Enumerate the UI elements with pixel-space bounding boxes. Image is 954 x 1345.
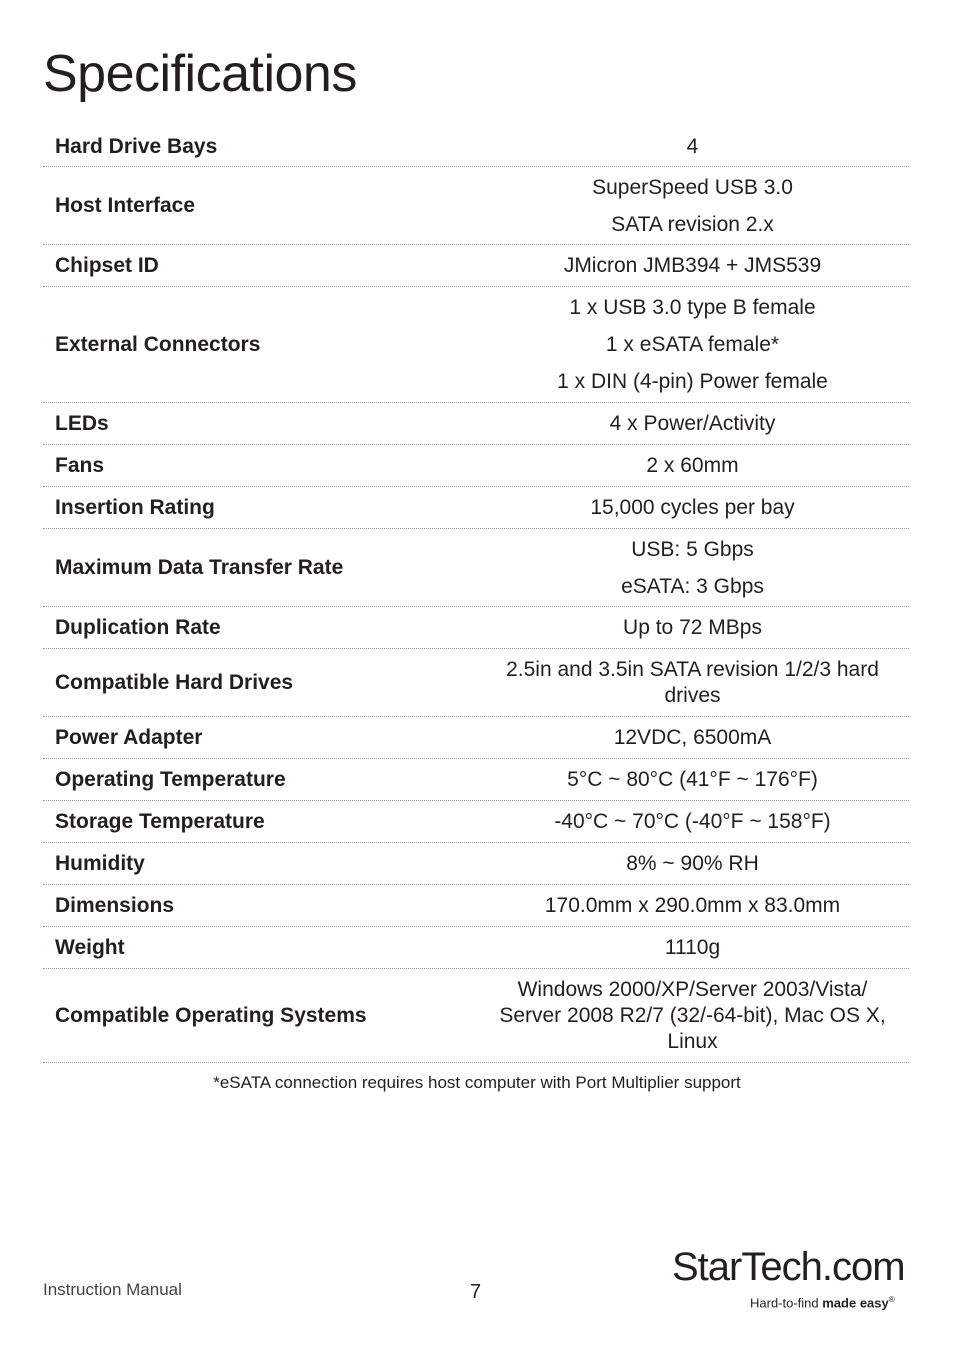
logo-wordmark [672,1245,905,1290]
spec-value [476,887,909,924]
spec-value-line: SATA revision 2.x [611,212,774,236]
spec-value-line: 8% ~ 90% RH [626,852,759,875]
spec-label: External Connectors [55,332,261,356]
spec-value-line: 1 x DIN (4-pin) Power female [557,370,828,393]
spec-value [476,489,909,526]
spec-row [43,445,909,487]
spec-row [43,801,909,843]
spec-value-line: 170.0mm x 290.0mm x 83.0mm [544,894,841,917]
spec-label: Hard Drive Bays [55,134,218,158]
spec-value [476,719,909,756]
spec-value-line: SuperSpeed USB 3.0 [592,175,793,199]
spec-row [43,529,909,607]
logo-tagline-regular: Hard-to-find [750,1295,823,1311]
spec-label: Compatible Operating Systems [55,1003,367,1027]
spec-label: Humidity [55,851,145,875]
spec-label: Power Adapter [55,725,203,749]
spec-value [476,977,909,1055]
spec-value [476,405,909,442]
spec-row [43,717,909,759]
spec-value [476,128,909,165]
spec-label: Dimensions [55,893,175,917]
spec-value-line: USB: 5 Gbps [631,537,754,561]
spec-value [476,447,909,484]
spec-value-line: Windows 2000/XP/Server 2003/Vista/ Server 2008 R2/7 (32/-64-bit), Mac OS X, Linux [499,977,886,1053]
spec-value-line: 1110g [664,936,721,959]
startech-logo [672,1245,912,1315]
spec-value [476,531,909,605]
spec-label: Maximum Data Transfer Rate [55,555,344,579]
spec-row [43,927,909,969]
spec-value-line: 1 x eSATA female* [605,333,780,356]
spec-label: LEDs [55,411,109,435]
spec-row [43,885,909,927]
spec-value-line: 5°C ~ 80°C (41°F ~ 176°F) [567,768,818,791]
logo-tagline [750,1295,895,1310]
spec-label: Chipset ID [55,253,159,277]
spec-value-line: 4 [686,135,699,158]
spec-label: Insertion Rating [55,495,215,519]
spec-row [43,607,909,649]
spec-value [476,845,909,882]
spec-label: Duplication Rate [55,615,221,639]
spec-value-line: Up to 72 MBps [623,616,762,639]
spec-row [43,487,909,529]
spec-value-line: 12VDC, 6500mA [613,726,772,749]
spec-value-line: 4 x Power/Activity [609,412,776,435]
spec-value [476,169,909,243]
spec-label: Compatible Hard Drives [55,670,294,694]
spec-value-line: eSATA: 3 Gbps [621,574,764,598]
spec-row [43,403,909,445]
logo-tagline-bold: made easy [822,1295,889,1311]
spec-row [43,759,909,801]
spec-value-line: 15,000 cycles per bay [590,496,795,519]
spec-value [476,803,909,840]
spec-row [43,245,909,287]
spec-value [476,247,909,284]
footer-document-title: Instruction Manual [43,1280,182,1299]
spec-value-line: 2.5in and 3.5in SATA revision 1/2/3 hard drives [506,657,879,707]
spec-value-line: -40°C ~ 70°C (-40°F ~ 158°F) [554,810,831,833]
spec-row [43,167,909,245]
spec-row [43,649,909,717]
page-title: Specifications [43,45,357,103]
logo-brand: StarTech [672,1245,822,1289]
page-number: 7 [470,1281,482,1303]
spec-label: Host Interface [55,193,196,217]
spec-value [476,657,909,709]
spec-row [43,127,909,167]
spec-value [476,609,909,646]
spec-row [43,843,909,885]
esata-footnote: *eSATA connection requires host computer with Port Multiplier support [213,1073,741,1092]
spec-value-line: JMicron JMB394 + JMS539 [563,254,822,277]
spec-label: Weight [55,935,125,959]
spec-label: Operating Temperature [55,767,286,791]
registered-mark: ® [888,1295,895,1304]
spec-value [476,761,909,798]
specifications-table [43,127,909,1063]
spec-label: Storage Temperature [55,809,265,833]
spec-value [476,289,909,400]
spec-value-line: 1 x USB 3.0 type B female [569,296,816,319]
spec-label: Fans [55,453,105,477]
logo-suffix: .com [821,1245,905,1289]
spec-value-line: 2 x 60mm [646,454,739,477]
spec-row [43,969,909,1063]
spec-value [476,929,909,966]
spec-row [43,287,909,403]
